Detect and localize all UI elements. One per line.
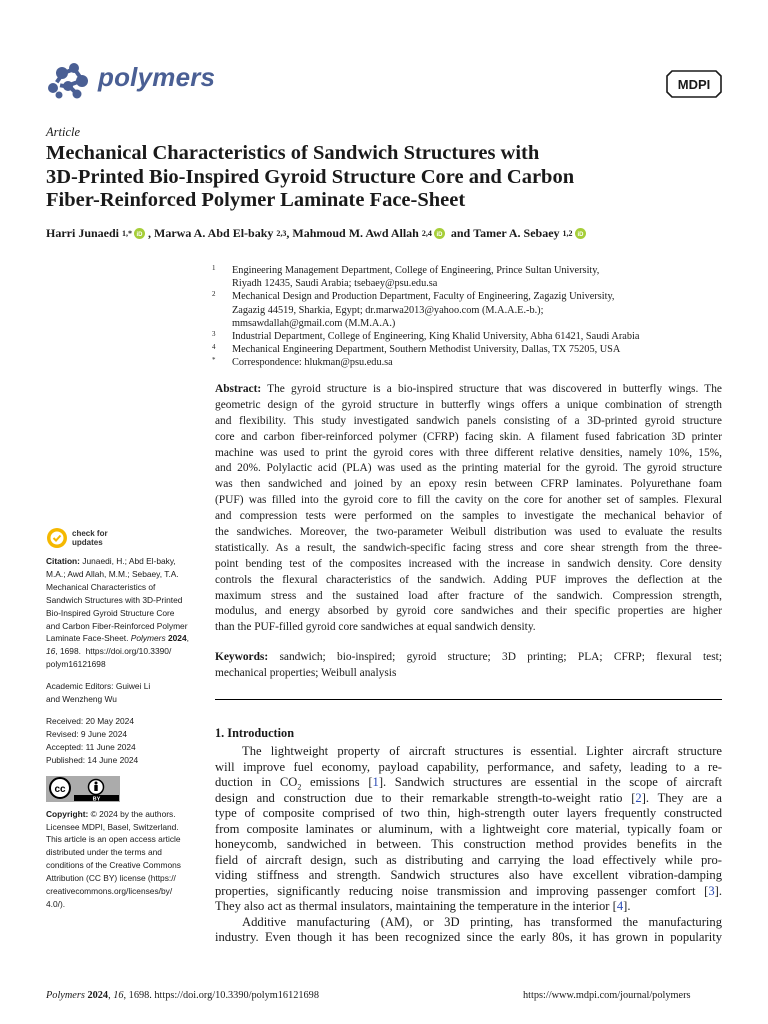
affiliation-line: mmsawdallah@gmail.com (M.M.A.A.) xyxy=(232,317,396,329)
section-heading: 1. Introduction xyxy=(215,726,295,740)
author-affiliation-marker: 1,2 xyxy=(562,229,573,238)
copyright-line: This article is an open access article xyxy=(46,834,181,845)
abstract-label: Abstract: xyxy=(215,383,262,395)
abstract-line: statistically. As a result, the sandwich-specific facing stress and core shear strength from the three- xyxy=(215,541,722,554)
abstract-line: and flexibility. This study investigated sandwich panels consisting of a 3D-printed gyroid structure xyxy=(215,414,722,427)
keywords xyxy=(215,650,722,682)
abstract-line: maximum stress and the sustained load after fracture of the sandwich. Compression strength, xyxy=(215,589,722,602)
abstract-line: the sandwiches. Moreover, the two-parameter Weibull distribution was used to evaluate the results xyxy=(215,526,722,539)
copyright-label: Copyright: xyxy=(46,808,89,819)
copyright-line: Attribution (CC BY) license (https:// xyxy=(46,873,176,884)
citation-label: Citation: xyxy=(46,556,80,566)
abstract-line: and 20%. Polylactic acid (PLA) was used as the printing material for the gyroid. The gyroid structure xyxy=(215,462,722,475)
affiliation-number: 4 xyxy=(212,343,216,352)
affiliation-line: Mechanical Design and Production Department, Faculty of Engineering, Zagazig University, xyxy=(232,291,615,303)
author-list xyxy=(46,226,589,241)
author-affiliation-marker: 2,4 xyxy=(421,229,432,238)
citation-line: Bio-Inspired Gyroid Structure Core xyxy=(46,607,175,618)
body-line: The lightweight property of aircraft structures is essential. Lighter aircraft structure xyxy=(242,744,722,758)
abstract-line: and compression tests were performed on the samples to investigate the mechanical behavior of xyxy=(215,510,722,523)
body-line: viding stiffness and strength. Sandwich structures also have excellent vibration-damping xyxy=(215,868,722,882)
check-updates-label: check for xyxy=(72,529,108,538)
author-separator: , xyxy=(286,226,293,240)
title-line: 3D-Printed Bio-Inspired Gyroid Structure Core and Carbon xyxy=(46,165,575,188)
cc-label: BY xyxy=(92,796,101,802)
section-divider xyxy=(215,699,722,700)
orcid-icon[interactable] xyxy=(134,228,145,239)
author-name[interactable]: Marwa A. Abd El-baky xyxy=(154,226,274,240)
abstract xyxy=(215,382,722,636)
received-date: Received: 20 May 2024 xyxy=(46,715,134,726)
affiliation-line: Mechanical Engineering Department, Southern Methodist University, Dallas, TX 75205, USA xyxy=(232,344,621,356)
body-line: honeycomb, sandwiched in between. This construction method provides benefits in the xyxy=(215,837,722,851)
affiliation-line: Riyadh 12435, Saudi Arabia; tsebaey@psu.edu.sa xyxy=(232,278,438,290)
abstract-line: geometric design of the gyroid structure in butterfly wings offers a unique combination of strength xyxy=(215,398,722,411)
author-separator: , xyxy=(148,226,155,240)
body-line: properties, significantly reducing noise transmission and improving passenger comfort [3]. xyxy=(215,883,722,898)
abstract-line: point bending test of the composites increased with the increase in sandwich density. Core density xyxy=(215,557,722,570)
author-name[interactable]: Mahmoud M. Awd Allah xyxy=(292,226,419,240)
affiliation xyxy=(212,343,732,356)
doi-link[interactable]: , 1698. https://doi.org/10.3390/ xyxy=(55,646,172,657)
body-line: Additive manufacturing (AM), or 3D printing, has transformed the manufacturing xyxy=(242,914,722,929)
revised-date: Revised: 9 June 2024 xyxy=(46,728,128,739)
affiliation xyxy=(212,356,732,369)
author-affiliation-marker: 2,3 xyxy=(276,229,287,238)
body-line: design and construction due to their remarkable strength-to-weight ratio [2]. They are a xyxy=(215,790,722,805)
author-name[interactable]: Harri Junaedi xyxy=(46,226,120,240)
abstract-line: than the PUF-filled gyroid core sandwiches at equal sandwich density. xyxy=(215,621,536,634)
keywords-line: mechanical properties; Weibull analysis xyxy=(215,666,397,679)
academic-editors: Academic Editors: Guiwei Li and Wenzheng Wu xyxy=(46,681,151,705)
citation-line: M.A.; Awd Allah, M.M.; Sebaey, T.A. xyxy=(46,568,179,579)
sidebar xyxy=(46,555,196,920)
author-separator: and xyxy=(447,226,474,240)
svg-text:cc: cc xyxy=(54,783,66,795)
affiliation-line: Industrial Department, College of Engineering, King Khalid University, Abha 61421, Saudi Arabia xyxy=(232,331,640,343)
license-link[interactable]: 4.0/). xyxy=(46,898,66,909)
journal-logo-icon xyxy=(46,60,90,100)
affiliation xyxy=(212,330,732,343)
title-line: Mechanical Characteristics of Sandwich Structures with xyxy=(46,142,540,164)
doi-link[interactable]: polym16121698 xyxy=(46,659,106,670)
check-for-updates-button[interactable] xyxy=(46,527,108,549)
body-line: will improve fuel economy, payload capability, performance, and safety, leading to a re- xyxy=(215,759,722,774)
affiliation-number: 2 xyxy=(212,290,216,299)
mdpi-logo-icon xyxy=(666,70,722,98)
body-line: duction in $CO_2$ emissions [1]. Sandwich structures are essential in the scope of aircraft xyxy=(215,775,722,791)
paper-title xyxy=(46,142,726,213)
publication-dates xyxy=(46,715,196,767)
abstract-line: machine was used to print the gyroid cores with three different relative densities, namely 10%, 15%, xyxy=(215,446,722,459)
affiliation xyxy=(212,264,732,290)
citation-link[interactable]: 2 xyxy=(635,790,642,805)
citation-line: and Carbon Fiber-Reinforced Polymer xyxy=(46,620,188,631)
check-updates-icon xyxy=(46,527,68,549)
abstract-line: core and carbon fiber-reinforced polymer (CFRP) facing skin. A filament fused fabrication 3D printer xyxy=(215,430,722,443)
citation-line: Mechanical Characteristics of xyxy=(46,581,156,592)
affiliation-line: Zagazig 44519, Sharkia, Egypt; dr.marwa2013@yahoo.com (M.A.A.E.-b.); xyxy=(232,304,544,316)
citation-link[interactable]: 3 xyxy=(708,883,715,898)
journal-name: polymers xyxy=(98,62,216,92)
author-name[interactable]: Tamer A. Sebaey xyxy=(473,226,560,240)
cc-by-license-icon[interactable] xyxy=(46,776,120,802)
publisher-name: MDPI xyxy=(677,77,711,92)
orcid-icon[interactable] xyxy=(575,228,586,239)
affiliation-number: * xyxy=(212,356,216,365)
copyright-line: Licensee MDPI, Basel, Switzerland. xyxy=(46,821,179,832)
introduction-body xyxy=(215,744,722,946)
body-line: industry. Even though it has been recognized since the early 80s, it has grown in popularity xyxy=(215,930,722,944)
citation-block: Citation: Junaedi, H.; Abd El-baky, M.A.; Awd Allah, M.M.; Sebaey, T.A. Mechanical Characteristics of Sandwich Structures with 3D-Printed Bio-Inspired Gyroid Structure Core and Carbon Fiber-Reinforced Polymer Laminate Face-Sheet. Polymers 2024, 16, 1698. https://doi.org/10.3390/ polym16121698 xyxy=(46,555,196,671)
keywords-label: Keywords: xyxy=(215,651,269,663)
affiliation-number: 1 xyxy=(212,264,216,272)
body-line: from composite laminates or aluminum, with a lightweight core material, typically foam or xyxy=(215,821,722,836)
citation-link[interactable]: 4 xyxy=(616,899,624,913)
copyright-line: conditions of the Creative Commons xyxy=(46,860,181,871)
abstract-line: modulus, and energy absorbed by gyroid core sandwiches and their specific properties are higher xyxy=(215,605,722,618)
copyright-block: Copyright: © 2024 by the authors. Licensee MDPI, Basel, Switzerland. This article is an open access article distributed under the terms and conditions of the Creative Commons Attribution (CC BY) license (https:// creativecommons.org/licenses/by/ 4.0/). xyxy=(46,808,196,911)
article-type: Article xyxy=(46,125,81,139)
orcid-icon[interactable] xyxy=(434,228,445,239)
affiliation xyxy=(212,290,732,330)
keywords-line: sandwich; bio-inspired; gyroid structure; 3D printing; PLA; CFRP; flexural test; xyxy=(279,651,722,663)
abstract-line: was then sandwiched and joined by an epoxy resin between CFRP laminates. Polyurethane foam xyxy=(215,478,722,491)
abstract-line: controls the flexural characteristics of the sandwich. Adding PUF improves the deflection at the xyxy=(215,573,722,586)
correspondence-line: Correspondence: hlukman@psu.edu.sa xyxy=(232,357,393,369)
published-date: Published: 14 June 2024 xyxy=(46,754,139,765)
svg-text:iD: iD xyxy=(136,231,143,238)
footer-doi-link[interactable]: , 1698. https://doi.org/10.3390/polym16121698 xyxy=(123,990,319,1001)
svg-text:iD: iD xyxy=(577,231,584,238)
citation-line: Sandwich Structures with 3D-Printed xyxy=(46,594,183,605)
body-line: type of composite comprised of two thin, high-strength outer layers frequently constructed xyxy=(215,806,722,820)
title-line: Fiber-Reinforced Polymer Laminate Face-Sheet xyxy=(46,189,466,211)
accepted-date: Accepted: 11 June 2024 xyxy=(46,741,136,752)
check-updates-label: updates xyxy=(72,538,103,547)
citation-link[interactable]: 1 xyxy=(372,775,379,789)
body-line: field of aircraft design, such as distributing and carrying the load effectively while pro- xyxy=(215,852,722,867)
license-link[interactable]: creativecommons.org/licenses/by/ xyxy=(46,886,173,897)
footer-citation: Polymers 2024, 16, 1698. https://doi.org/10.3390/polym16121698 xyxy=(46,990,319,1001)
body-line: They also act as thermal insulators, maintaining the temperature in the interior [4]. xyxy=(215,899,631,913)
author-affiliation-marker: 1,* xyxy=(122,229,133,238)
copyright-line: distributed under the terms and xyxy=(46,847,162,858)
svg-text:iD: iD xyxy=(436,231,443,238)
abstract-line: (PUF) was filled into the gyroid core to fill the cavity on the core for another set of samples. Flexural xyxy=(215,494,722,507)
abstract-line: The gyroid structure is a bio-inspired structure that was discovered in butterfly wings. The xyxy=(267,383,722,395)
affiliations xyxy=(212,264,732,370)
journal-url-link[interactable]: https://www.mdpi.com/journal/polymers xyxy=(523,990,691,1001)
affiliation-line: Engineering Management Department, College of Engineering, Prince Sultan University, xyxy=(232,265,600,276)
affiliation-number: 3 xyxy=(212,330,216,339)
